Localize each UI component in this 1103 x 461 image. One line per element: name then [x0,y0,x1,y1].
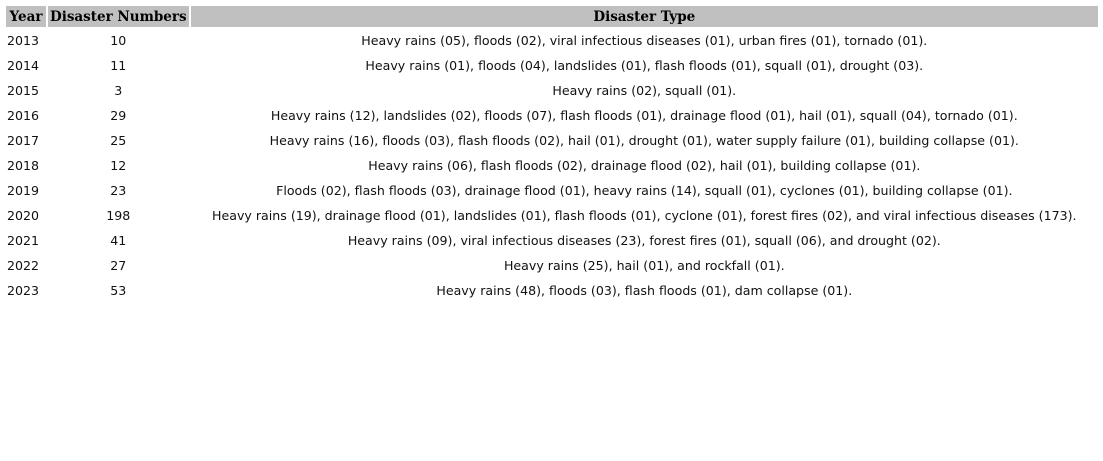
type-cell: Floods (02), flash floods (03), drainage flood (01), heavy rains (14), squall (01), cyclones (01), building collapse (01). [276,183,1013,198]
number-cell: 27 [110,258,127,273]
header-row [6,6,1098,27]
header-year: Year [6,6,46,27]
number-cell: 25 [110,133,127,148]
header-disaster-type: Disaster Type [191,6,1098,27]
table-row [6,254,1098,277]
type-cell: Heavy rains (05), floods (02), viral infectious diseases (01), urban fires (01), tornado (01). [361,33,928,48]
table-row [6,229,1098,252]
number-cell: 12 [110,158,127,173]
year-cell: 2016 [7,108,40,123]
table-row [6,204,1098,227]
table-row [6,79,1098,102]
table-header [6,6,1098,27]
year-cell: 2018 [7,158,40,173]
table-row [6,279,1098,302]
type-cell: Heavy rains (25), hail (01), and rockfall (01). [503,258,785,273]
type-cell: Heavy rains (01), floods (04), landslides (01), flash floods (01), squall (01), drought (03). [365,58,924,73]
header-disaster-numbers: Disaster Numbers [48,6,189,27]
number-cell: 11 [110,58,127,73]
table-row [6,54,1098,77]
year-cell: 2013 [7,33,40,48]
table-row [6,179,1098,202]
number-cell: 3 [114,83,123,98]
year-cell: 2020 [7,208,40,223]
number-cell: 53 [110,283,127,298]
type-cell: Heavy rains (19), drainage flood (01), landslides (01), flash floods (01), cyclone (01), forest fires (02), and viral infectious diseases (173). [212,208,1077,223]
year-cell: 2021 [7,233,40,248]
table-row [6,129,1098,152]
type-cell: Heavy rains (02), squall (01). [552,83,737,98]
type-cell: Heavy rains (12), landslides (02), floods (07), flash floods (01), drainage flood (01), hail (01), squall (04), tornado (01). [270,108,1018,123]
type-cell: Heavy rains (09), viral infectious diseases (23), forest fires (01), squall (06), and drought (02). [347,233,941,248]
year-cell: 2019 [7,183,40,198]
table-row [6,29,1098,52]
number-cell: 198 [106,208,131,223]
table-row [6,154,1098,177]
number-cell: 23 [110,183,127,198]
number-cell: 29 [110,108,127,123]
type-cell: Heavy rains (06), flash floods (02), drainage flood (02), hail (01), building collapse (01). [368,158,921,173]
table-row [6,104,1098,127]
year-cell: 2017 [7,133,40,148]
year-cell: 2014 [7,58,40,73]
disaster-table [4,4,1100,304]
table-body [6,29,1098,302]
year-cell: 2015 [7,83,40,98]
year-cell: 2023 [7,283,40,298]
number-cell: 10 [110,33,127,48]
type-cell: Heavy rains (48), floods (03), flash floods (01), dam collapse (01). [436,283,853,298]
type-cell: Heavy rains (16), floods (03), flash floods (02), hail (01), drought (01), water supply failure (01), building collapse (01). [269,133,1019,148]
number-cell: 41 [110,233,127,248]
year-cell: 2022 [7,258,40,273]
